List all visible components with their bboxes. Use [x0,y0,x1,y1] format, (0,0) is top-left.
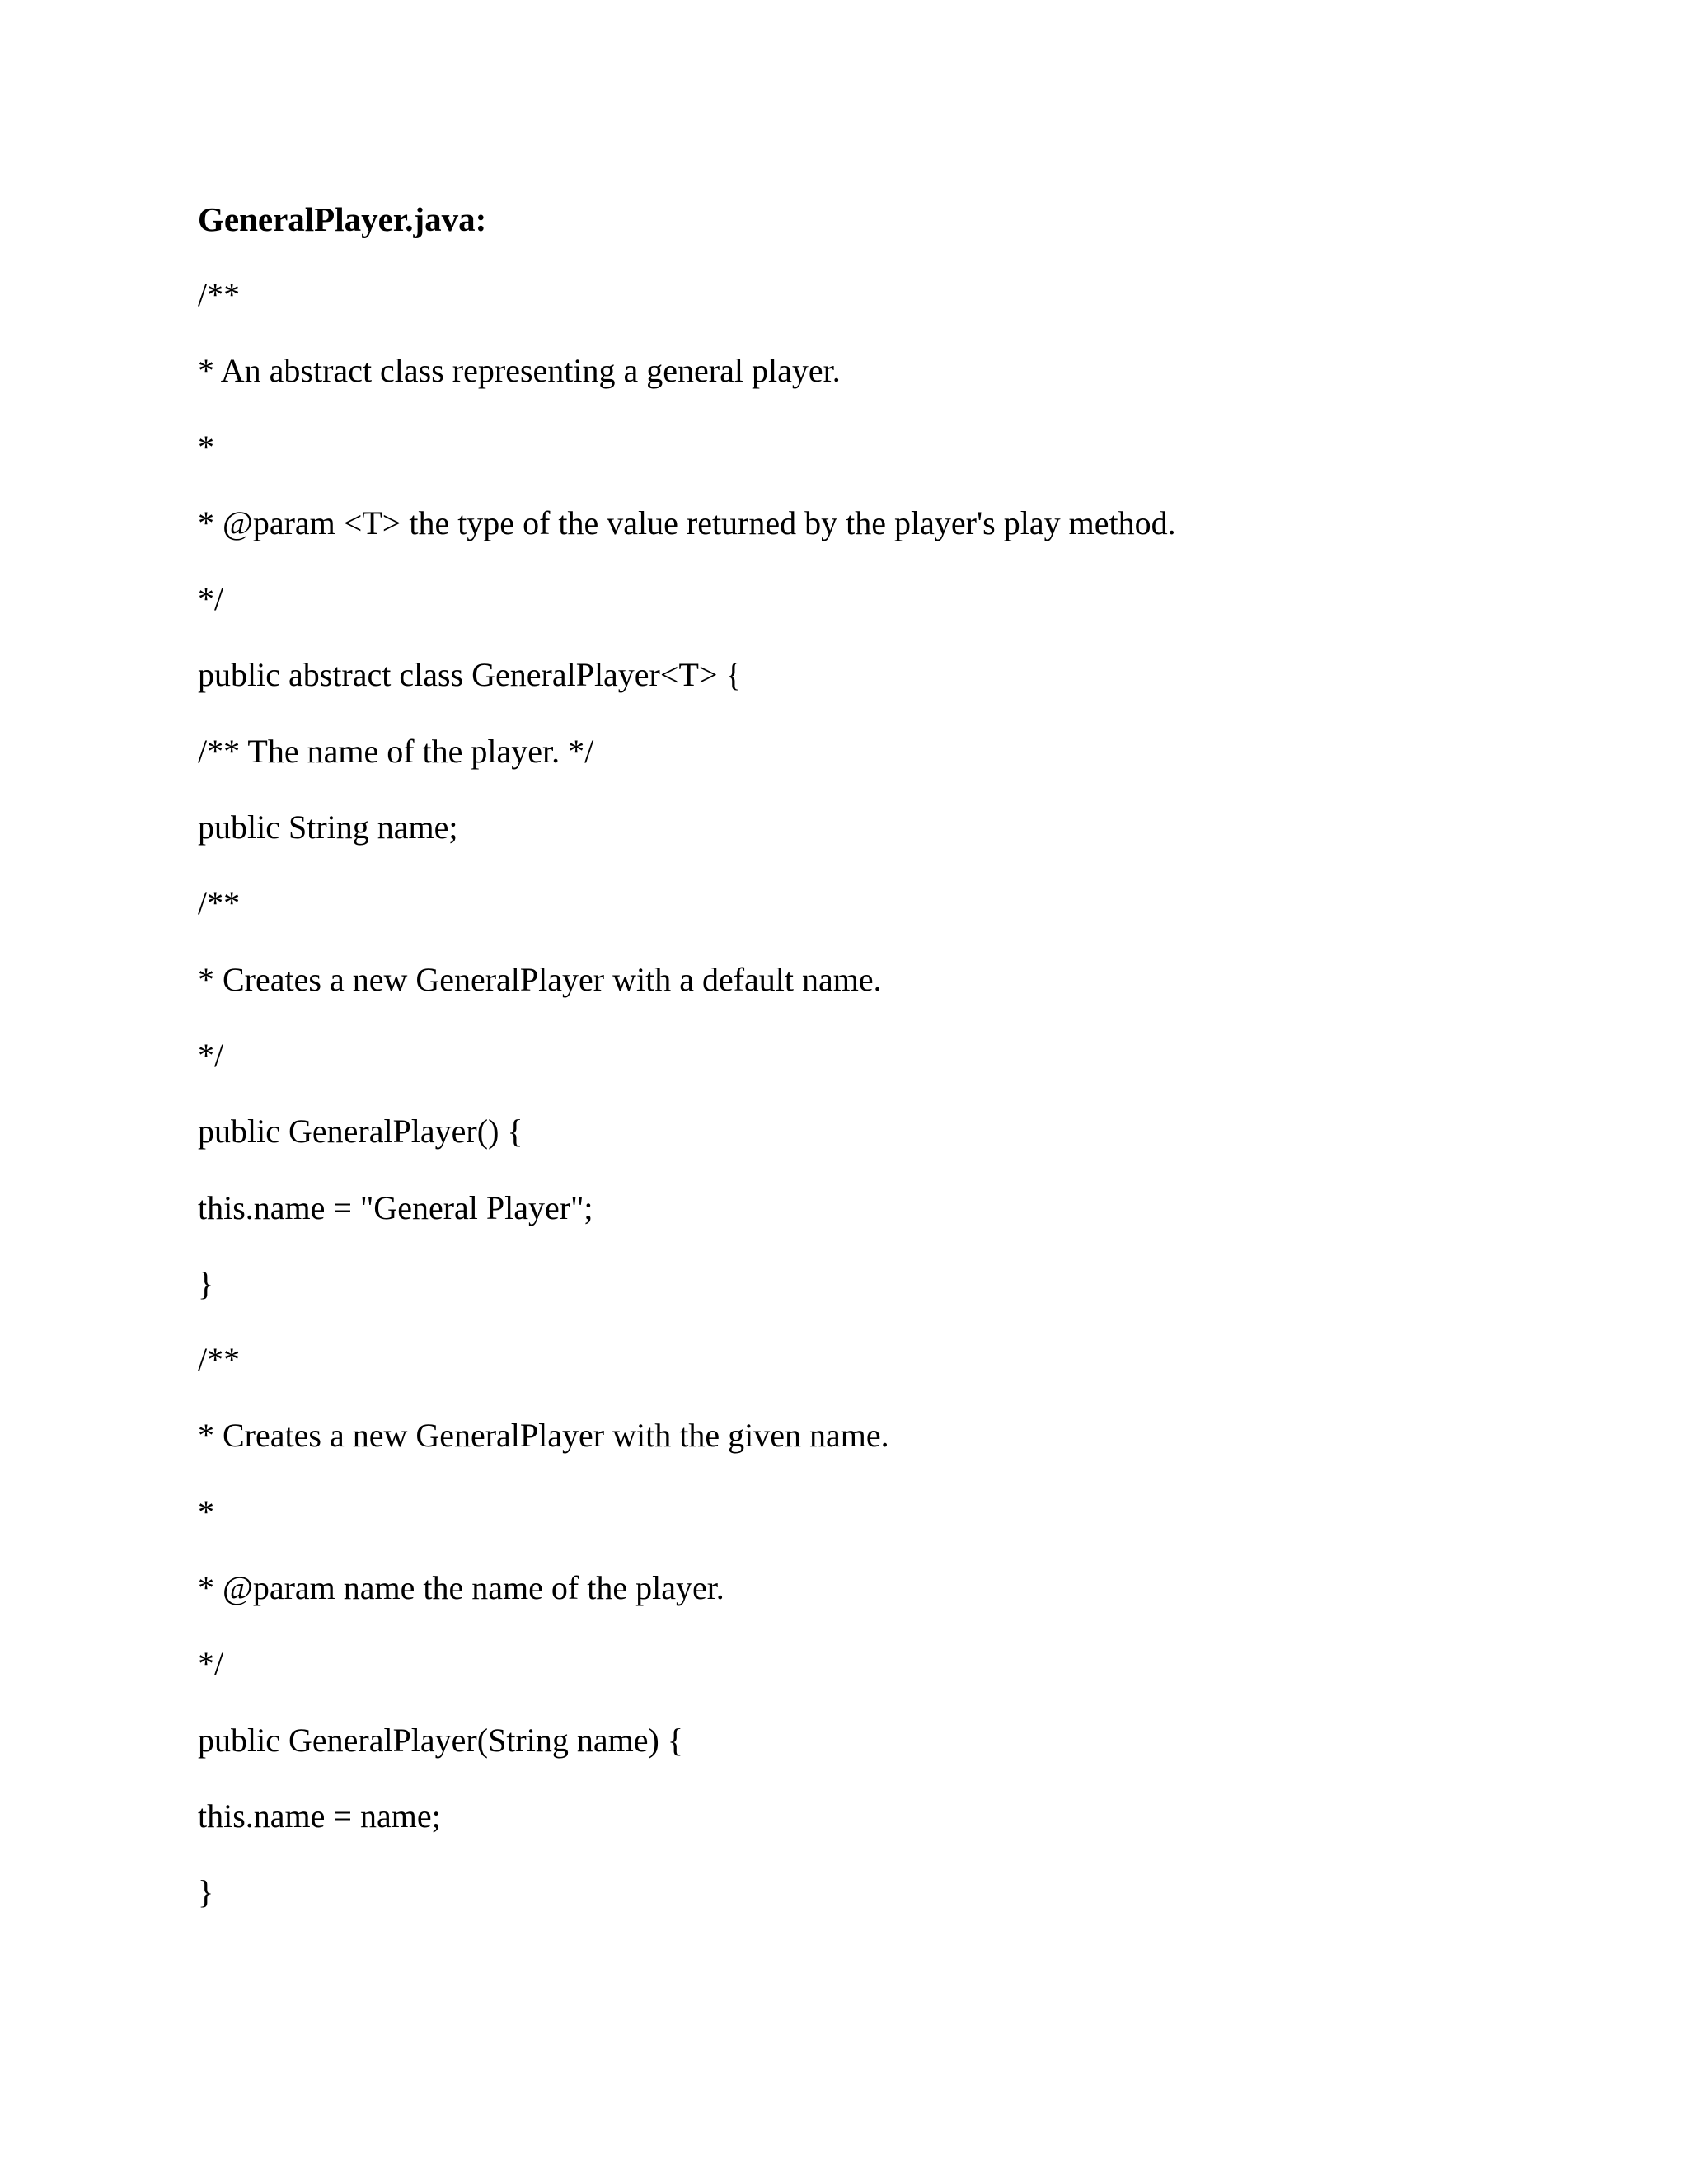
code-line: * Creates a new GeneralPlayer with a default name. [198,960,882,998]
code-line: public String name; [198,808,458,846]
code-line: /** The name of the player. */ [198,732,594,770]
code-line: } [198,1264,214,1302]
code-line: /** [198,1341,241,1379]
code-line: */ [198,1645,224,1683]
code-line: } [198,1873,214,1911]
code-line: this.name = "General Player"; [198,1188,593,1226]
code-line: public GeneralPlayer() { [198,1113,523,1151]
code-line: /** [198,276,241,313]
code-line: public abstract class GeneralPlayer<T> { [198,656,742,694]
code-line: */ [198,580,224,618]
code-line: this.name = name; [198,1797,441,1835]
code-line: * An abstract class representing a general player. [198,352,841,390]
code-line: * [198,428,214,466]
code-line: */ [198,1036,224,1074]
code-line: * [198,1493,214,1530]
code-line: * @param <T> the type of the value returned by the player's play method. [198,504,1176,541]
code-line: public GeneralPlayer(String name) { [198,1721,684,1759]
code-line: /** [198,884,241,922]
code-line: * @param name the name of the player. [198,1569,724,1607]
code-line: * Creates a new GeneralPlayer with the given name. [198,1417,889,1455]
code-listing [198,270,1176,1944]
document-title: GeneralPlayer.java: [198,200,487,238]
